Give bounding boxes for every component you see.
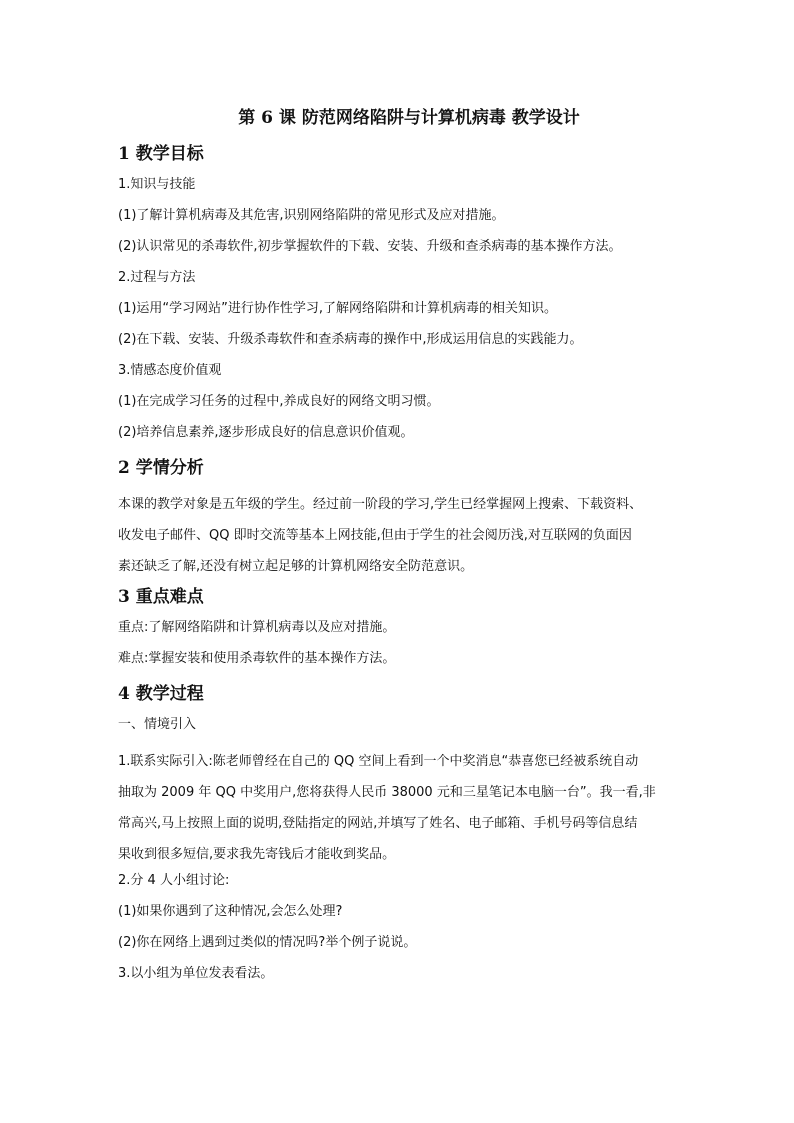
paragraph-learner-analysis: [118, 489, 688, 582]
document-body: [118, 104, 688, 995]
section-heading-objectives: 1 教学目标: [118, 144, 204, 164]
document-title: 第 6 课 防范网络陷阱与计算机病毒 教学设计: [238, 108, 580, 128]
paragraph-line: 本课的教学对象是五年级的学生。经过前一阶段的学习,学生已经掌握网上搜索、下载资料、: [118, 497, 643, 512]
paragraph-key-point: 重点:了解网络陷阱和计算机病毒以及应对措施。: [118, 620, 396, 635]
subheading-process-methods: 2.过程与方法: [118, 270, 196, 285]
paragraph-line: 素还缺乏了解,还没有树立起足够的计算机网络安全防范意识。: [118, 559, 474, 574]
paragraph-line: 果收到很多短信,要求我先寄钱后才能收到奖品。: [118, 847, 396, 862]
paragraph: 2.分 4 人小组讨论:: [118, 873, 230, 888]
paragraph: (1)了解计算机病毒及其危害,识别网络陷阱的常见形式及应对措施。: [118, 208, 505, 223]
paragraph-difficult-point: 难点:掌握安装和使用杀毒软件的基本操作方法。: [118, 651, 396, 666]
paragraph-line: 抽取为 2009 年 QQ 中奖用户,您将获得人民币 38000 元和三星笔记本电脑一台”。我一看,非: [118, 785, 656, 800]
subheading-scenario-intro: 一、情境引入: [118, 717, 197, 732]
paragraph-line: 收发电子邮件、QQ 即时交流等基本上网技能,但由于学生的社会阅历浅,对互联网的负面因: [118, 528, 632, 543]
paragraph: (2)你在网络上遇到过类似的情况吗?举个例子说说。: [118, 935, 417, 950]
paragraph: (1)如果你遇到了这种情况,会怎么处理?: [118, 904, 343, 919]
paragraph: (2)培养信息素养,逐步形成良好的信息意识价值观。: [118, 425, 414, 440]
paragraph: 3.以小组为单位发表看法。: [118, 966, 274, 981]
paragraph-line: 1.联系实际引入:陈老师曾经在自己的 QQ 空间上看到一个中奖消息“恭喜您已经被系统自动: [118, 754, 639, 769]
paragraph-scenario: [118, 746, 688, 870]
paragraph-line: 常高兴,马上按照上面的说明,登陆指定的网站,并填写了姓名、电子邮箱、手机号码等信息结: [118, 816, 638, 831]
paragraph: (2)认识常见的杀毒软件,初步掌握软件的下载、安装、升级和查杀病毒的基本操作方法。: [118, 239, 622, 254]
paragraph: (2)在下载、安装、升级杀毒软件和查杀病毒的操作中,形成运用信息的实践能力。: [118, 332, 583, 347]
section-heading-teaching-process: 4 教学过程: [118, 684, 204, 704]
section-heading-learner-analysis: 2 学情分析: [118, 458, 204, 478]
paragraph: (1)在完成学习任务的过程中,养成良好的网络文明习惯。: [118, 394, 440, 409]
subheading-knowledge-skills: 1.知识与技能: [118, 177, 196, 192]
section-heading-key-points: 3 重点难点: [118, 587, 204, 607]
subheading-attitudes-values: 3.情感态度价值观: [118, 363, 222, 378]
paragraph: (1)运用“学习网站”进行协作性学习,了解网络陷阱和计算机病毒的相关知识。: [118, 301, 558, 316]
